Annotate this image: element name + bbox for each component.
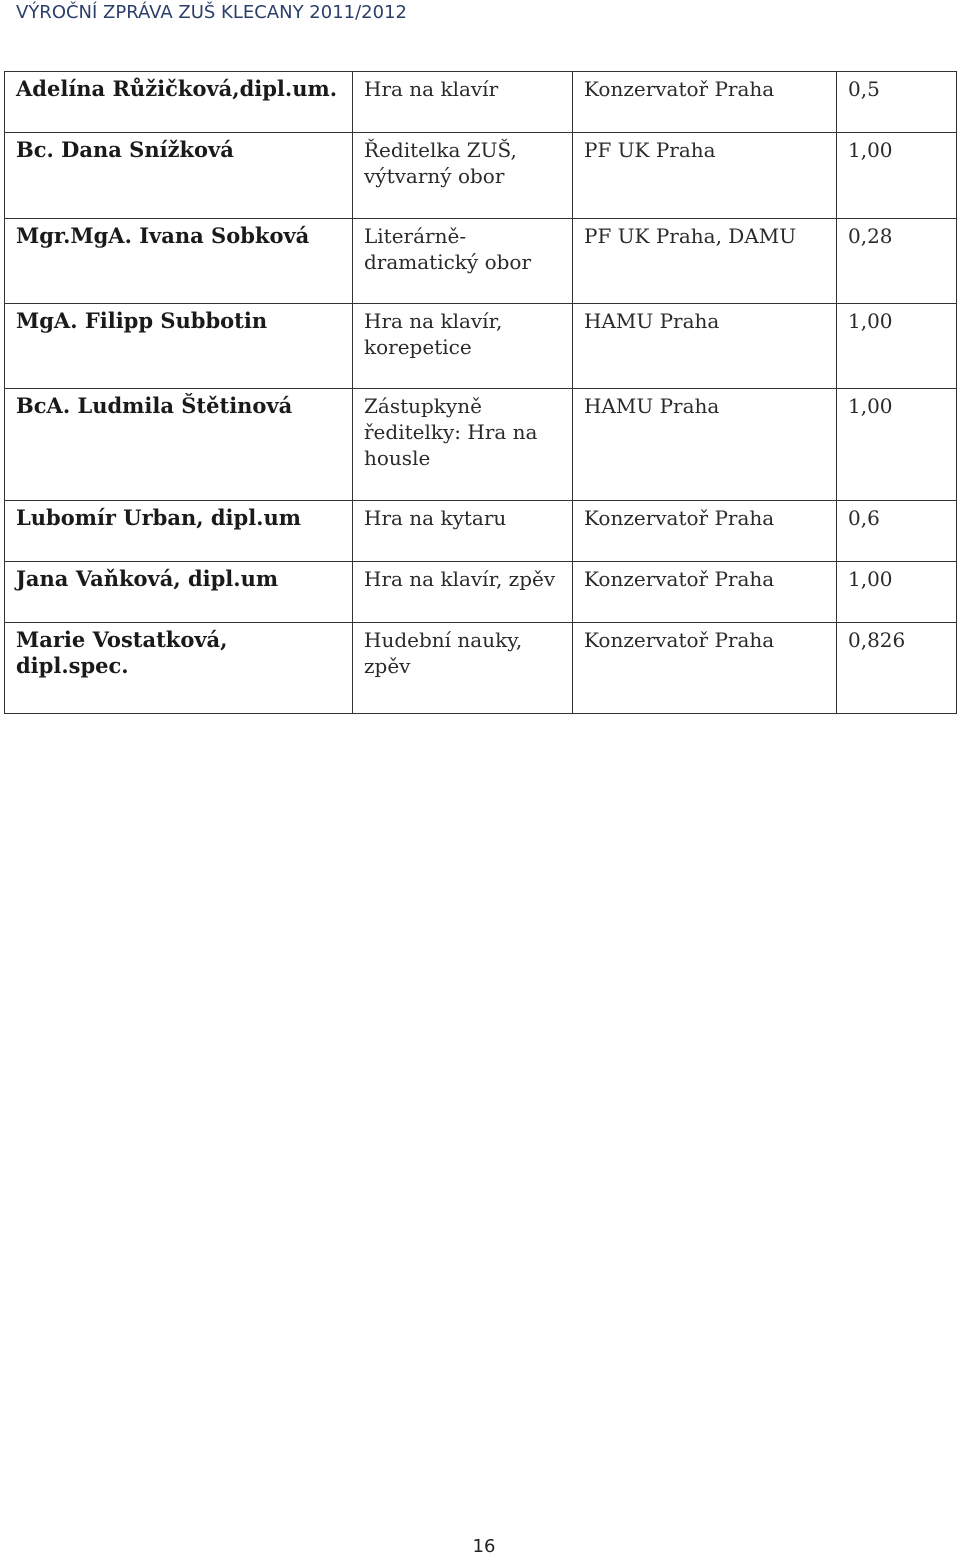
table-row — [5, 72, 957, 133]
teacher-subject: Hra na klavír, zpěv — [353, 562, 573, 623]
teacher-load: 0,28 — [837, 219, 957, 304]
teacher-school: PF UK Praha, DAMU — [573, 219, 837, 304]
teacher-subject: Ředitelka ZUŠ, výtvarný obor — [353, 133, 573, 219]
teacher-subject: Literárně-dramatický obor — [353, 219, 573, 304]
teacher-subject: Hra na klavír, korepetice — [353, 304, 573, 389]
table-row — [5, 501, 957, 562]
teacher-name: MgA. Filipp Subbotin — [5, 304, 353, 389]
teacher-subject: Hudební nauky, zpěv — [353, 623, 573, 714]
staff-table — [4, 71, 957, 714]
teacher-school: Konzervatoř Praha — [573, 72, 837, 133]
teacher-load: 1,00 — [837, 133, 957, 219]
teacher-load: 0,826 — [837, 623, 957, 714]
teacher-load: 1,00 — [837, 304, 957, 389]
teacher-subject: Hra na klavír — [353, 72, 573, 133]
teacher-name: Lubomír Urban, dipl.um — [5, 501, 353, 562]
table-row — [5, 133, 957, 219]
teacher-name: Marie Vostatková, dipl.spec. — [5, 623, 353, 714]
teacher-school: Konzervatoř Praha — [573, 501, 837, 562]
teacher-load: 1,00 — [837, 389, 957, 501]
table-row — [5, 623, 957, 714]
table-row — [5, 219, 957, 304]
table-row — [5, 304, 957, 389]
teacher-load: 1,00 — [837, 562, 957, 623]
teacher-school: Konzervatoř Praha — [573, 623, 837, 714]
teacher-load: 0,5 — [837, 72, 957, 133]
teacher-load: 0,6 — [837, 501, 957, 562]
teacher-name: Mgr.MgA. Ivana Sobková — [5, 219, 353, 304]
teacher-name: BcA. Ludmila Štětinová — [5, 389, 353, 501]
teacher-school: Konzervatoř Praha — [573, 562, 837, 623]
page-number: 16 — [472, 1536, 496, 1557]
teacher-name: Bc. Dana Snížková — [5, 133, 353, 219]
teacher-school: HAMU Praha — [573, 304, 837, 389]
teacher-school: PF UK Praha — [573, 133, 837, 219]
table-row — [5, 389, 957, 501]
teacher-name: Adelína Růžičková,dipl.um. — [5, 72, 353, 133]
report-header: VÝROČNÍ ZPRÁVA ZUŠ KLECANY 2011/2012 — [16, 2, 407, 23]
teacher-subject: Hra na kytaru — [353, 501, 573, 562]
teacher-name: Jana Vaňková, dipl.um — [5, 562, 353, 623]
table-row — [5, 562, 957, 623]
teacher-school: HAMU Praha — [573, 389, 837, 501]
teacher-subject: Zástupkyně ředitelky: Hra na housle — [353, 389, 573, 501]
